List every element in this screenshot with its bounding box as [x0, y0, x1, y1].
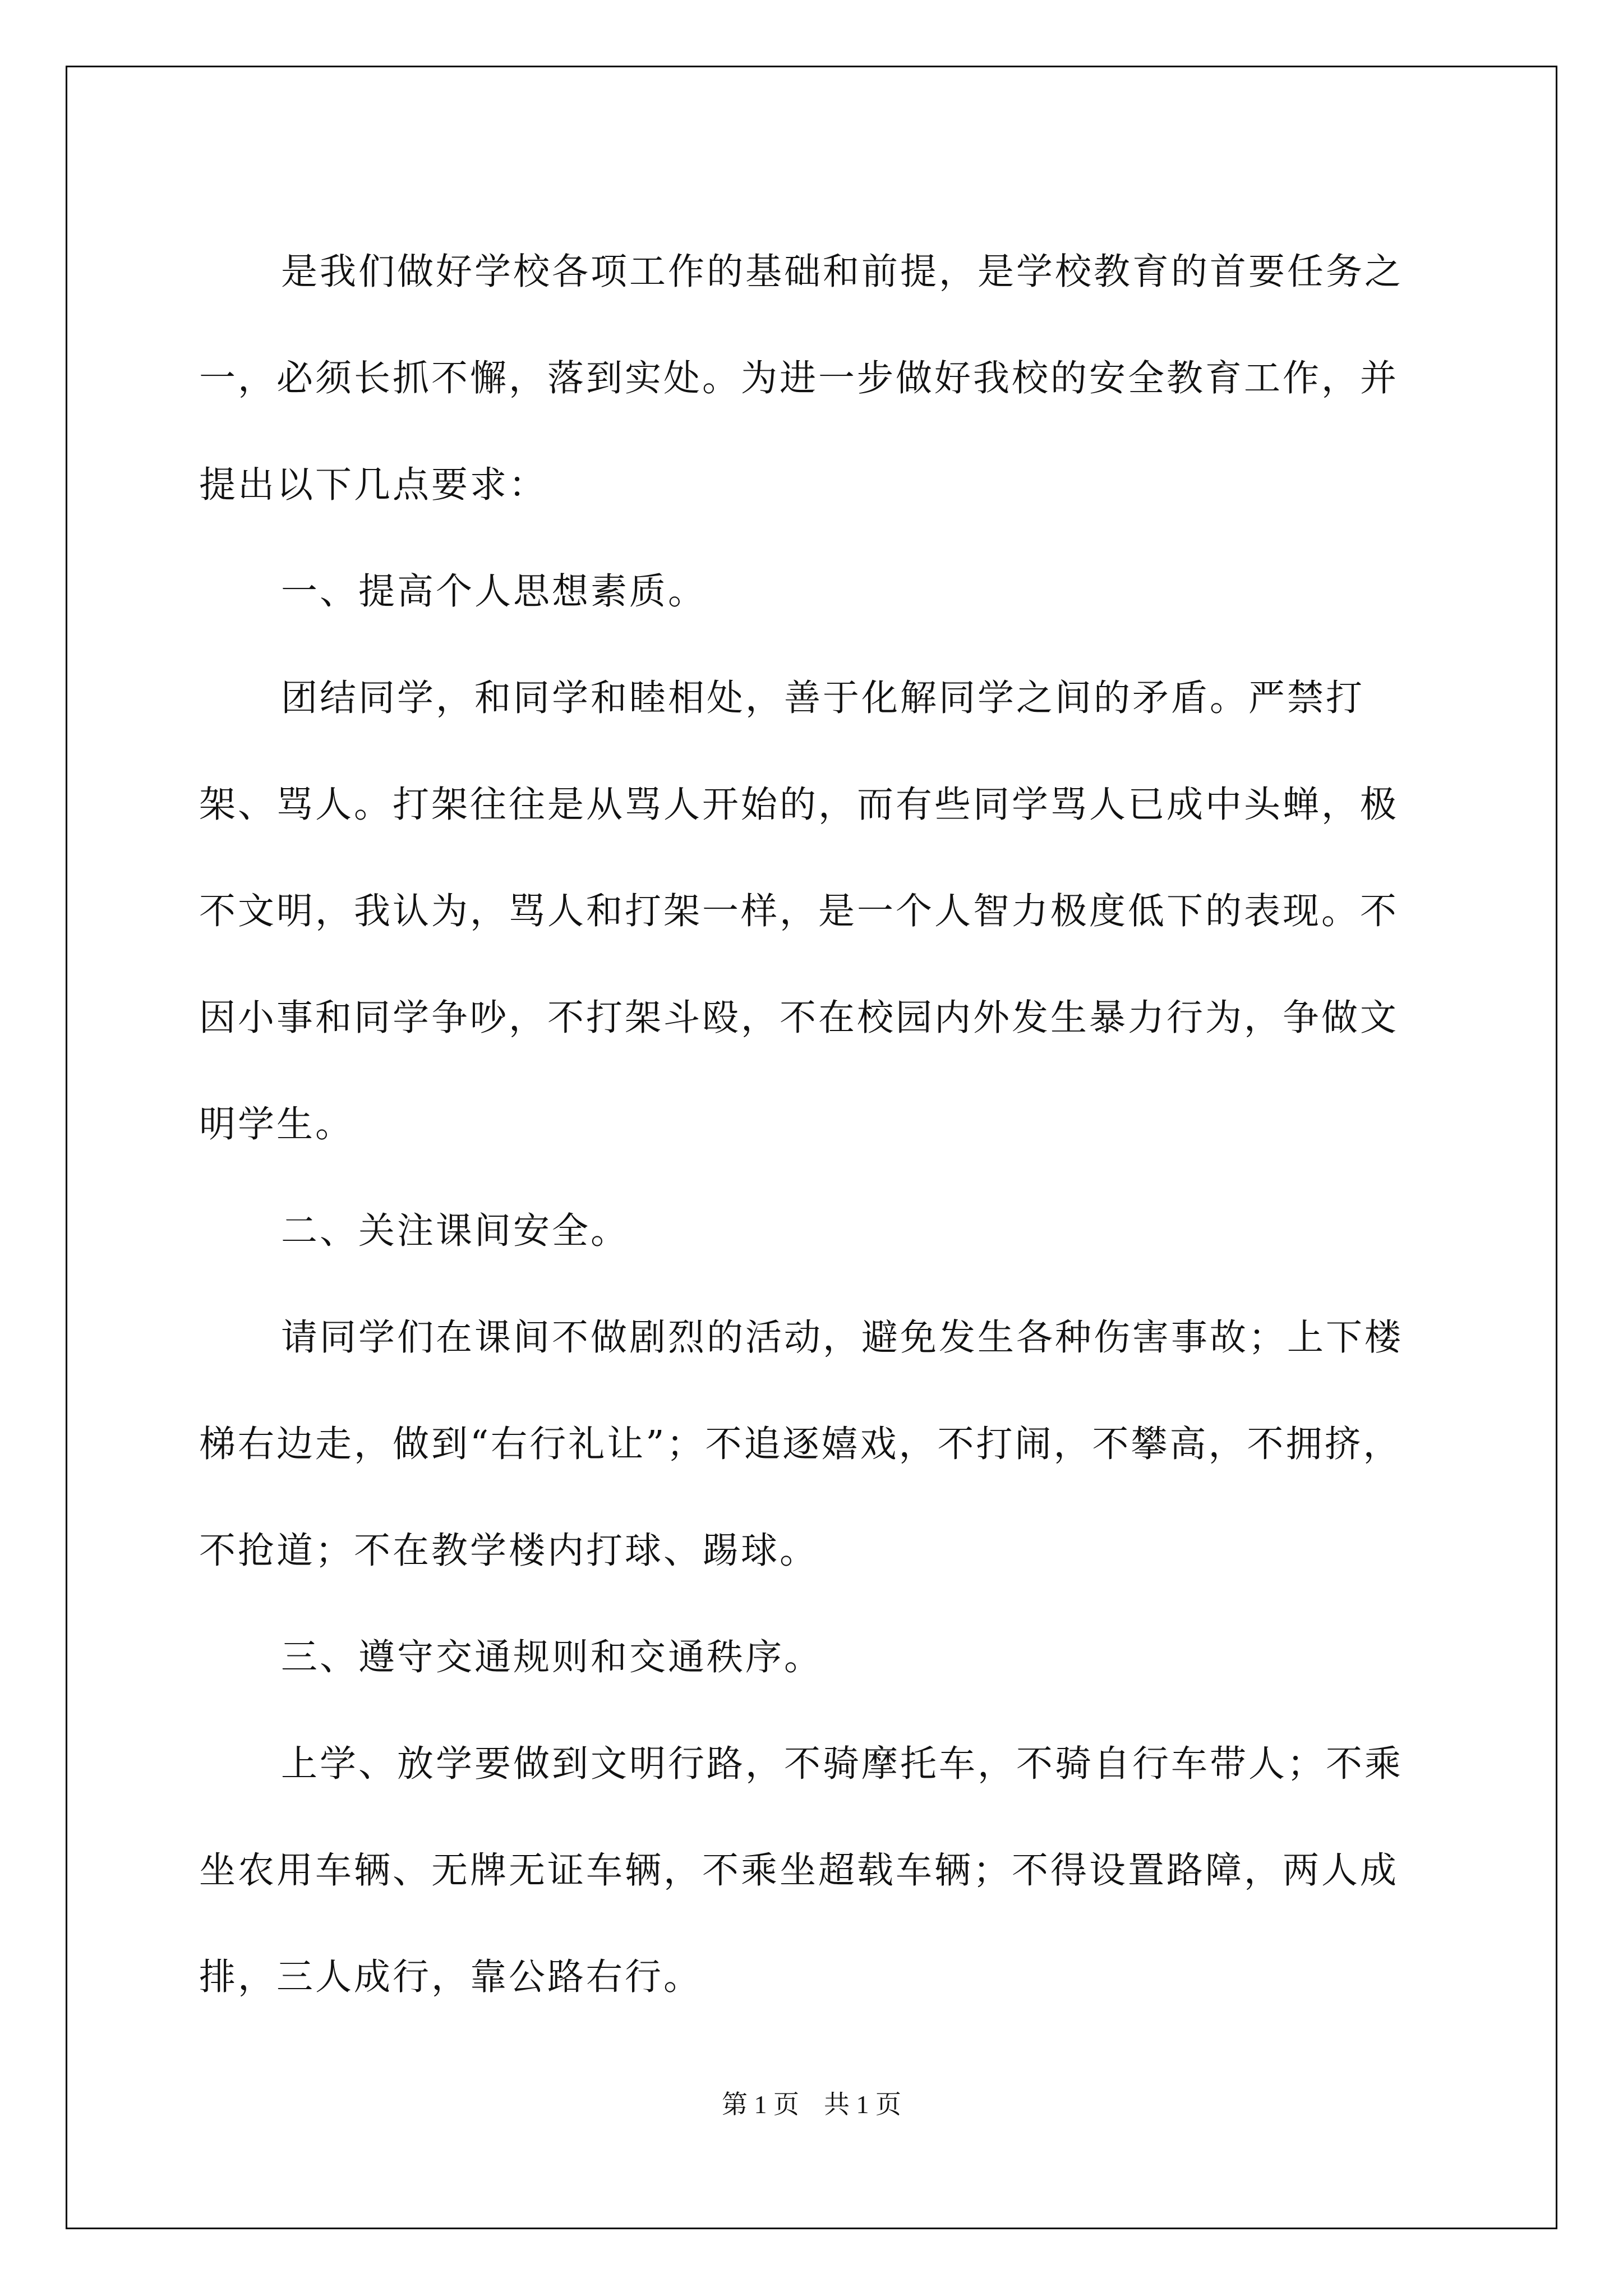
heading-section-2: 二、关注课间安全。: [281, 1210, 630, 1252]
page-number-current: 第 1 页: [722, 2090, 799, 2119]
document-body: [199, 219, 1430, 2031]
paragraph-section-2: 请同学们在课间不做剧烈的活动，避免发生各种伤害事故；上下楼梯右边走，做到“右行礼让”；不追逐嬉戏，不打闹，不攀高，不拥挤，不抢道；不在教学楼内打球、踢球。: [199, 1317, 1404, 1572]
page-footer: [0, 2084, 1623, 2121]
paragraph-intro: 是我们做好学校各项工作的基础和前提，是学校教育的首要任务之一，必须长抓不懈，落到实处。为进一步做好我校的安全教育工作，并提出以下几点要求：: [199, 251, 1404, 506]
heading-section-3: 三、遵守交通规则和交通秩序。: [281, 1636, 823, 1678]
paragraph-section-1: 团结同学，和同学和睦相处，善于化解同学之间的矛盾。严禁打架、骂人。打架往往是从骂人开始的，而有些同学骂人已成中头蝉，极不文明，我认为，骂人和打架一样，是一个人智力极度低下的表现。不因小事和同学争吵，不打架斗殴，不在校园内外发生暴力行为，争做文明学生。: [199, 677, 1399, 1145]
page-number-total: 共 1 页: [824, 2090, 901, 2119]
paragraph-section-3: 上学、放学要做到文明行路，不骑摩托车，不骑自行车带人；不乘坐农用车辆、无牌无证车辆，不乘坐超载车辆；不得设置路障，两人成排，三人成行，靠公路右行。: [199, 1743, 1404, 1998]
heading-section-1: 一、提高个人思想素质。: [281, 570, 707, 613]
